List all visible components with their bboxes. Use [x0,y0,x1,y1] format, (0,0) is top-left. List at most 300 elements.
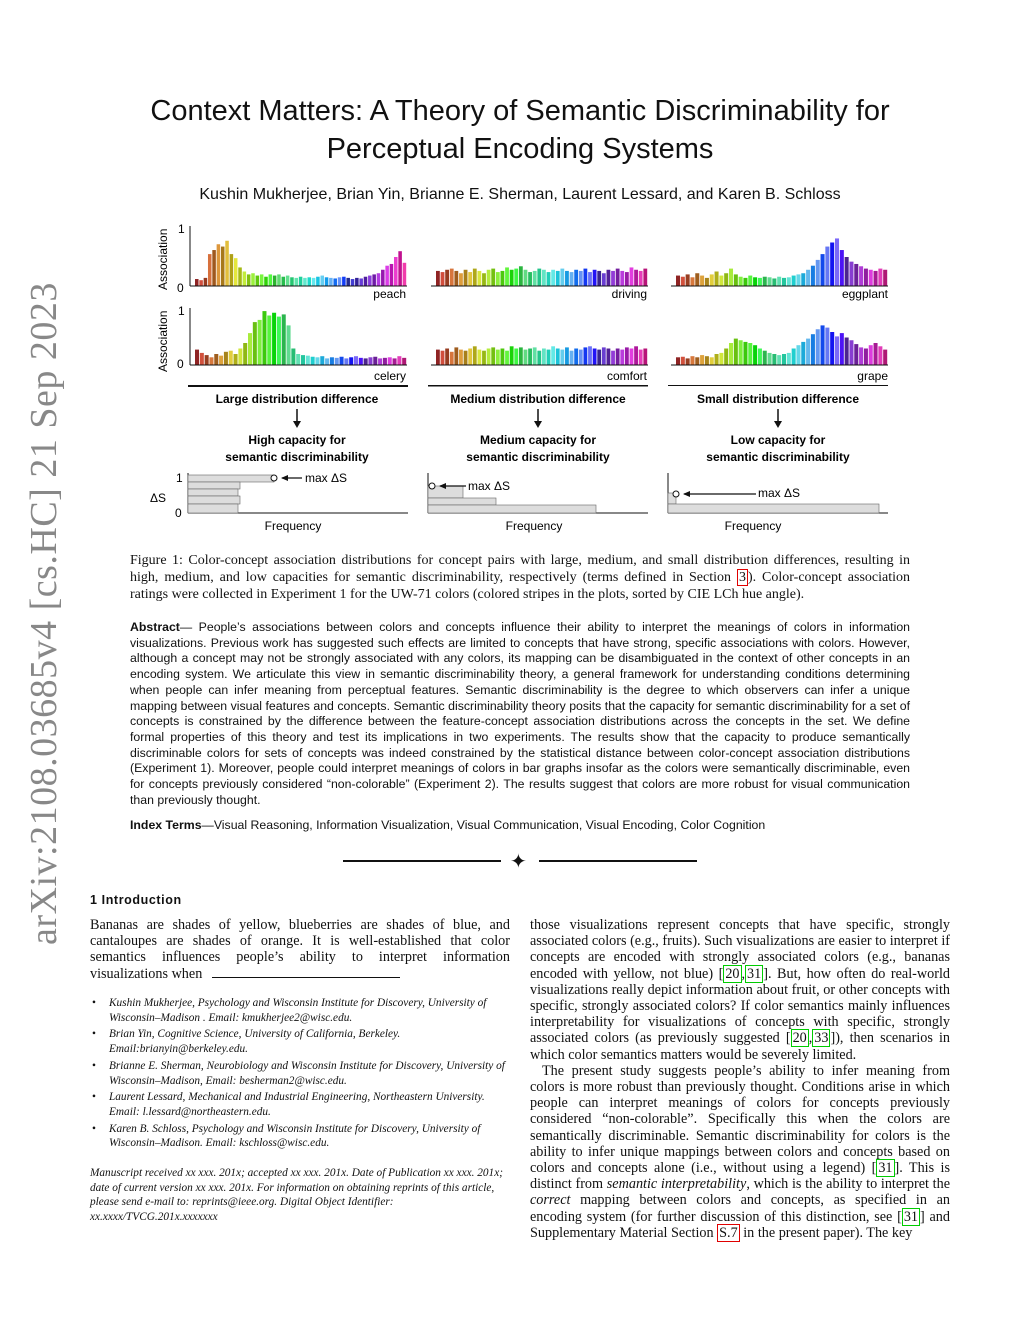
association-bar-grape [700,355,704,365]
association-bar-comfort [477,350,481,365]
association-bar-eggplant [825,247,829,286]
association-bar-peach [230,254,234,286]
association-bar-comfort [496,350,500,365]
association-bar-peach [377,273,381,286]
association-bar-celery [238,349,242,366]
association-bar-celery [301,355,305,365]
association-bar-grape [811,334,815,365]
association-bar-comfort [528,349,532,366]
association-bar-celery [200,353,204,365]
association-bar-grape [758,349,762,366]
association-bar-comfort [551,346,555,365]
association-bar-eggplant [758,278,762,286]
concept-label-driving: driving [611,287,647,301]
association-bar-peach [282,277,286,286]
concept-label-eggplant: eggplant [841,287,888,301]
association-bar-eggplant [705,278,709,286]
association-bar-comfort [616,349,620,366]
y-tick-top-0: 0 [177,281,184,295]
association-bar-peach [238,267,242,286]
association-bar-grape [830,332,834,365]
down-arrow-icon [534,409,542,428]
association-bar-grape [768,353,772,365]
association-bar-driving [620,271,624,286]
association-bar-driving [473,269,477,286]
association-bar-peach [286,276,290,286]
association-bar-celery [344,358,348,365]
association-bar-peach [303,278,307,286]
association-bar-driving [482,273,486,286]
association-bar-driving [574,270,578,286]
association-bar-grape [777,355,781,365]
association-bar-celery [388,357,392,365]
association-bar-peach [342,277,346,286]
association-bar-grape [878,346,882,365]
association-bar-comfort [556,349,560,366]
association-bar-comfort [639,350,643,365]
association-bar-driving [491,269,495,286]
association-bar-eggplant [792,276,796,286]
x-axis-label-large: Frequency [264,519,322,533]
association-bar-eggplant [686,274,690,286]
intro-paragraph-3: The present study suggests people’s ability to infer meaning from colors is more robust than previously thought. Conditions arise in which people can interpret meanings of colors for concepts previously considered “non-colorable”. Specifically this when the colors are semantically discriminable. Semantic discriminability for colors is the ability to infer unique mappings between colors and concepts based on colors and concepts alone (i.e., without using a legend) [ 31 ]. This is distinct from semantic interpretability, which is the ability to interpret the correct mapping between colors and concepts, as specified in an encoding system (for further discussion of this distinction, see [ 31 ] and Supplementary Material Section S.7 in the present paper). The key [530,1062,951,1241]
association-bar-eggplant [724,273,728,286]
y-axis-label-bottom: Association [156,310,170,372]
association-bar-eggplant [772,278,776,286]
capacity-high-line2: semantic discriminability [225,450,369,464]
association-bar-comfort [482,351,486,365]
association-bar-celery [383,358,387,365]
association-bar-comfort [560,350,564,365]
association-bar-grape [676,357,680,365]
section-heading-introduction: 1 Introduction [90,893,182,907]
association-bar-comfort [487,349,491,366]
association-bar-celery [311,357,315,365]
association-bar-peach [381,270,385,286]
ds-tick-0: 0 [175,506,182,520]
association-bar-eggplant [835,238,839,286]
association-bar-celery [229,351,233,365]
association-bar-eggplant [695,273,699,286]
association-bar-celery [368,357,372,365]
association-bar-eggplant [748,276,752,286]
association-bar-comfort [468,349,472,366]
rule-medium [428,385,648,387]
separator-star-icon: ✦ [510,851,527,873]
association-bar-eggplant [883,270,887,286]
association-bar-grape [748,343,752,365]
association-bar-driving [560,269,564,286]
association-bar-grape [883,350,887,365]
citation-link[interactable]: 31 [878,1160,893,1177]
association-bar-grape [729,343,733,365]
association-bar-grape [796,345,800,365]
association-bar-eggplant [874,271,878,286]
difference-large: Large distribution difference [215,392,379,406]
association-bar-eggplant [787,277,791,286]
association-bar-comfort [625,347,629,365]
author-list: Kushin Mukherjee, Brian Yin, Brianne E. Sherman, Laurent Lessard, and Karen B. Schloss [199,186,841,203]
association-bar-peach [277,274,281,286]
association-bar-grape [743,342,747,365]
association-bar-peach [212,250,216,286]
association-bar-comfort [611,351,615,365]
x-axis-label-small: Frequency [724,519,782,533]
capacity-high-line1: High capacity for [248,433,346,447]
association-bar-driving [445,270,449,286]
association-bar-grape [864,349,868,366]
association-bar-grape [690,356,694,365]
association-bar-grape [854,344,858,365]
association-bar-celery [267,316,271,366]
association-bar-comfort [593,349,597,366]
association-bar-celery [397,356,401,365]
association-bar-peach [312,278,316,286]
association-bar-grape [835,336,839,365]
intro-paragraph-1: Bananas are shades of yellow, blueberries are shades of blue, and cantaloupes are shades of orange. It is well-established that color semantics influences people’s ability to interpret information visualizations when [90,917,510,982]
association-bar-peach [359,278,363,286]
association-bar-grape [849,340,853,365]
association-bar-eggplant [878,269,882,286]
max-ds-label-small: max ΔS [758,486,801,500]
association-bar-grape [681,357,685,365]
association-bar-driving [441,272,445,286]
association-bar-peach [403,263,407,286]
y-tick-top-1: 1 [178,222,185,236]
association-bar-peach [320,276,324,286]
y-axis-label-top: Association [156,228,170,290]
association-bar-eggplant [710,274,714,286]
section-link[interactable]: S.7 [719,1224,738,1241]
association-bar-comfort [630,349,634,366]
association-bar-driving [602,273,606,286]
abstract [130,620,910,808]
association-bar-driving [514,269,518,286]
capacity-medium-line2: semantic discriminability [466,450,610,464]
association-bar-celery [325,358,329,365]
concept-label-comfort: comfort [606,369,647,383]
association-bar-comfort [607,349,611,366]
association-bar-grape [816,329,820,365]
association-bar-driving [533,271,537,286]
abstract-text: — People’s associations between colors and concepts influence their ability to interpret the meanings of colors in information visualizations. Previous work has suggested such effects are limited to concepts that have strong, specific associations with colors. However, although a concept may not be strongly associated with any colors, its mapping can be disambiguated in the context of other concepts in an encoding system. We articulate this view in semantic discriminability theory, a general framework for understanding conditions determining when people can infer meaning from perceptual features. Semantic discriminability is the degree to which observers can infer a unique mapping between visual features and concepts. Semantic discriminability theory posits that the capacity for semantic discriminability for a set of concepts is constrained by the difference between the feature-concept association distributions across the concepts in the set. We define formal properties of this theory and test its implications in two experiments. The results show that the capacity to produce semantically discriminable colors for sets of concepts was indeed constrained by the statistical distance between color-concept association distributions (Experiment 1). Moreover, people could interpret meanings of colors in bar graphs insofar as the colors were semantically discriminable, even for concepts previously considered “non-colorable” (Experiment 2). The results suggest that colors are more robust for visual communication than previously thought. [130,620,910,807]
difference-small: Small distribution difference [696,392,860,406]
association-bar-eggplant [840,250,844,286]
association-bar-peach [273,276,277,286]
association-bar-peach [355,278,359,286]
association-bar-celery [195,350,199,365]
separator-left [343,860,501,862]
ds-histogram-medium [428,473,648,513]
association-bar-driving [436,271,440,286]
association-bar-driving [630,267,634,286]
association-bar-celery [287,325,291,365]
association-bar-peach [217,244,221,286]
manuscript-note: Manuscript received xx xxx. 201x; accepted xx xxx. 201x. Date of Publication xx xxx. 201x; date of current version xx xxx. 201x. For information on obtaining reprints of this article, please send e-mail to: reprints@ieee.org. Digital Object Identifier: xx.xxxx/TVCG.201x.xxxxxxx [90,1167,503,1224]
ds-tick-1: 1 [176,471,183,485]
association-bar-driving [519,266,523,286]
association-bar-comfort [542,349,546,366]
association-bar-celery [320,356,324,365]
association-bars [190,226,888,365]
association-bar-comfort [574,349,578,366]
association-bar-driving [643,269,647,286]
association-bar-comfort [505,351,509,365]
association-bar-comfort [643,349,647,366]
citation-link[interactable]: 31 [747,965,762,982]
citation-link[interactable]: 33 [814,1030,829,1047]
association-bar-eggplant [845,257,849,286]
intro-paragraph-2: those visualizations represent concepts that have specific, strongly associated colors (e.g., fruits). Such visualizations are easier to interpret if concepts are encoded with strongly associated colors (e.g., bananas encoded with yellow, not blue) [ 20 , 31 ]. But, how often do real-world visualizations really depict information about fruit, or other concepts with specific, strongly associated colors? If color semantics mainly influences interpretability for visualizations of concepts with specific, strongly associated colors (as previously suggested [ 20 , 33 ]), then scenarios in which color semantics matters would be severely limited. [530,917,951,1063]
association-bar-driving [583,269,587,286]
association-bar-driving [528,272,532,286]
association-bar-peach [364,277,368,286]
association-bar-driving [597,271,601,286]
association-bar-celery [315,357,319,365]
association-bar-grape [845,338,849,366]
association-bar-peach [385,266,389,286]
max-ds-label-medium: max ΔS [468,479,511,493]
association-bar-celery [282,314,286,365]
association-bar-grape [792,349,796,366]
association-bar-celery [306,356,310,365]
association-bar-driving [510,270,514,286]
association-bar-grape [840,333,844,365]
association-bar-celery [364,358,368,365]
association-bar-grape [695,357,699,365]
concept-label-grape: grape [857,369,888,383]
y-tick-bottom-0: 0 [177,357,184,371]
association-bar-driving [593,270,597,286]
association-bar-peach [307,277,311,286]
down-arrow-icon [774,409,782,428]
association-bar-driving [565,271,569,286]
association-bar-peach [338,277,342,286]
association-bar-eggplant [734,274,738,286]
paper-title: Context Matters: A Theory of Semantic Discriminability for Perceptual Encoding Systems [150,95,890,165]
association-bar-comfort [537,351,541,365]
association-bar-comfort [501,349,505,366]
association-bar-celery [205,355,209,365]
association-bar-eggplant [830,243,834,287]
association-bar-celery [335,358,339,365]
association-bar-celery [402,358,406,365]
index-terms-label: Index Terms [130,818,202,832]
arxiv-identifier: arXiv:2108.03685v4 [cs.HC] 21 Sep 2023 [23,282,65,945]
association-bar-driving [551,270,555,286]
association-bar-celery [253,322,257,365]
association-bar-comfort [597,350,601,365]
association-bar-eggplant [676,276,680,286]
association-bar-peach [234,258,238,286]
association-bar-grape [710,357,714,365]
footnote-item: • Brianne E. Sherman, Neurobiology and Wisconsin Institute for Discovery, University of Wisconsin–Madison, Email: besherman2@wisc.edu. [90,1059,510,1088]
association-bar-eggplant [719,276,723,286]
capacity-low-line1: Low capacity for [730,433,826,447]
association-bar-grape [874,343,878,365]
association-bar-eggplant [816,260,820,286]
footnote-item: • Karen B. Schloss, Psychology and Wisconsin Institute for Discovery, University of Wisconsin–Madison. Email: kschloss@wisc.edu. [90,1122,510,1151]
association-bar-celery [262,311,266,365]
association-bar-eggplant [859,266,863,286]
max-ds-label-large: max ΔS [305,471,348,485]
association-bar-driving [501,271,505,286]
ds-histogram-small [668,473,888,513]
association-bar-driving [625,272,629,286]
y-tick-bottom-1: 1 [178,304,185,318]
concept-label-peach: peach [373,287,406,301]
association-bar-celery [291,349,295,366]
association-bar-driving [634,270,638,286]
association-bar-celery [234,354,238,365]
capacity-medium-line1: Medium capacity for [479,433,597,447]
capacity-low-line2: semantic discriminability [706,450,850,464]
association-bar-comfort [583,347,587,365]
association-bar-comfort [436,350,440,365]
association-bar-driving [537,269,541,286]
association-bar-driving [556,271,560,286]
association-bar-driving [547,272,551,286]
association-bar-eggplant [763,277,767,286]
association-bar-comfort [441,351,445,365]
index-terms [130,818,910,832]
association-bar-eggplant [743,278,747,286]
association-bar-peach [264,277,268,286]
association-bar-celery [214,354,218,365]
association-bar-eggplant [729,269,733,286]
association-bar-peach [204,278,208,286]
association-bar-celery [373,357,377,365]
association-bar-celery [209,357,213,365]
association-bar-eggplant [782,278,786,286]
association-bar-peach [368,276,372,286]
association-bar-grape [787,353,791,365]
association-bar-driving [487,270,491,286]
association-bar-grape [739,340,743,365]
association-bar-grape [782,354,786,365]
association-bar-driving [464,270,468,286]
separator-right [539,860,697,862]
association-bar-celery [296,354,300,365]
association-bar-peach [346,278,350,286]
association-bar-driving [459,273,463,286]
association-bar-eggplant [849,262,853,286]
x-axis-label-medium: Frequency [505,519,563,533]
association-bar-comfort [565,347,569,365]
association-bar-peach [208,254,212,286]
association-bar-peach [333,278,337,286]
association-bar-peach [269,274,273,286]
association-bar-eggplant [796,274,800,286]
association-bar-celery [340,357,344,365]
association-bar-eggplant [854,264,858,286]
association-bar-celery [224,352,228,365]
association-bar-eggplant [768,277,772,286]
citation-link[interactable]: 31 [903,1208,919,1225]
association-bar-eggplant [869,270,873,286]
concept-label-celery: celery [373,369,406,383]
association-bar-grape [801,342,805,365]
association-bar-celery [243,343,247,365]
association-bar-comfort [445,349,449,366]
association-bar-grape [772,354,776,365]
association-bar-peach [199,280,203,286]
association-bar-peach [390,264,394,286]
abstract-label: Abstract [130,620,180,634]
association-bar-grape [705,356,709,365]
association-bar-peach [372,274,376,286]
association-bar-peach [316,277,320,286]
association-bar-peach [394,257,398,286]
down-arrow-icon [293,409,301,428]
association-bar-grape [763,351,767,365]
association-bar-celery [272,313,276,365]
association-bar-peach [299,277,303,286]
footnote-item: • Brian Yin, Cognitive Science, University of California, Berkeley. Email:brianyin@berkeley.edu. [90,1027,510,1056]
association-bar-comfort [620,350,624,365]
association-bar-peach [351,279,355,286]
association-bar-grape [724,349,728,366]
association-bar-celery [359,358,363,365]
footnote-item: • Kushin Mukherjee, Psychology and Wisconsin Institute for Discovery, University of Wisconsin–Madison . Email: kmukherjee2@wisc.edu. [90,996,510,1025]
association-bar-celery [258,320,262,365]
association-bar-comfort [547,350,551,365]
association-bar-comfort [579,350,583,365]
association-bar-eggplant [739,277,743,286]
association-bar-peach [290,277,294,286]
footnote-item: • Laurent Lessard, Mechanical and Industrial Engineering, Northeastern University. Email: l.lessard@northeastern.edu. [90,1090,510,1119]
association-bar-peach [243,272,247,287]
association-bar-eggplant [801,273,805,286]
association-bar-peach [329,278,333,286]
intro-right-column [530,917,950,1241]
association-bar-driving [468,272,472,286]
association-bar-peach [225,241,229,286]
index-terms-text: —Visual Reasoning, Information Visualization, Visual Communication, Visual Encoding, Color Cognition [201,818,766,832]
section-link[interactable]: 3 [738,570,746,585]
association-bar-comfort [634,346,638,365]
ds-axis-label: ΔS [150,491,167,505]
association-bar-grape [806,339,810,365]
association-bar-celery [378,358,382,365]
association-bar-comfort [514,349,518,366]
association-bar-peach [221,247,225,286]
association-bar-eggplant [681,277,685,286]
ds-histogram-large [188,471,408,513]
association-bar-driving [607,270,611,286]
association-bar-eggplant [690,277,694,286]
association-bar-grape [686,358,690,365]
association-bar-comfort [464,351,468,365]
association-bar-grape [821,325,825,365]
figure-1 [150,215,910,540]
association-bar-grape [719,353,723,365]
association-bar-celery [277,317,281,365]
rule-small [668,385,888,386]
association-bar-comfort [454,347,458,365]
association-bar-eggplant [811,266,815,286]
rule-large [188,385,408,387]
association-bar-peach [256,276,260,286]
association-bar-peach [295,278,299,286]
association-bar-driving [454,271,458,286]
citation-link[interactable]: 20 [725,965,740,982]
association-bar-comfort [602,347,606,365]
association-bar-grape [869,345,873,365]
citation-link[interactable]: 20 [792,1030,807,1047]
association-bar-peach [260,274,264,286]
association-bar-driving [450,269,454,286]
